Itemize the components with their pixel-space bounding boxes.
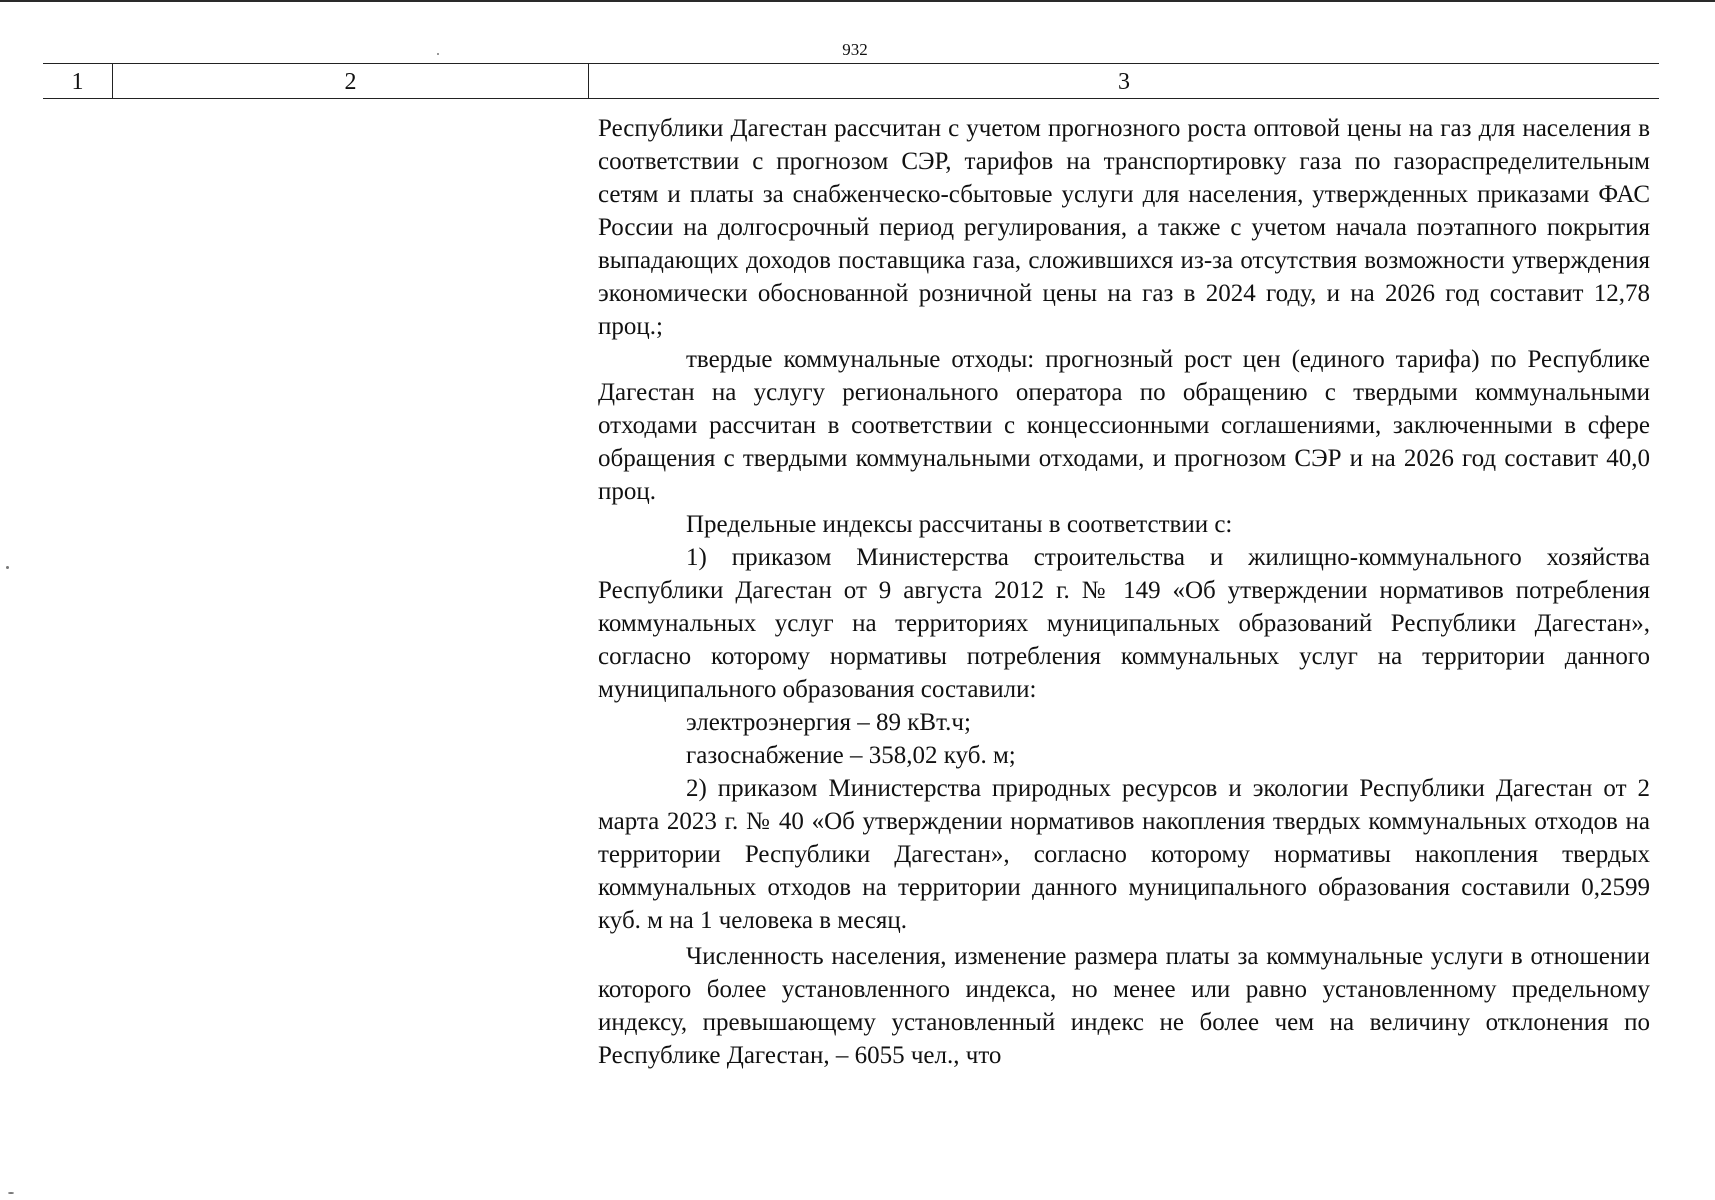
paragraph-order-construction: 1) приказом Министерства строительства и жилищно-коммунального хозяйства Республики Дагестан от 9 августа 2012 г. № 149 «Об утверждении нормативов потребления коммунальных услуг на территориях муниципальных образований Республики Дагестан», согласно которому нормативы потребления коммунальных услуг на территории данного муниципального образования составили: (598, 544, 1650, 703)
column-number-1: 1 (71, 69, 84, 95)
paragraph-indices-intro: Предельные индексы рассчитаны в соответствии с: (686, 511, 1233, 538)
page-number: 932 (842, 40, 868, 59)
paragraph-gas-norm: газоснабжение – 358,02 куб. м; (686, 742, 1016, 769)
paragraph-electricity-norm: электроэнергия – 89 кВт.ч; (686, 709, 971, 736)
paragraph-order-ecology: 2) приказом Министерства природных ресурсов и экологии Республики Дагестан от 2 марта 2023 г. № 40 «Об утверждении нормативов накопления твердых коммунальных отходов на территории Республики Дагестан», согласно которому нормативы накопления твердых коммунальных отходов на территории данного муниципального образования составили 0,2599 куб. м на 1 человека в месяц. (598, 775, 1650, 934)
document-body (598, 112, 1650, 1072)
column-number-3: 3 (1118, 69, 1130, 95)
scan-speck (437, 53, 439, 55)
table-header-row (43, 63, 1659, 99)
paragraph-gas-continuation: Республики Дагестан рассчитан с учетом прогнозного роста оптовой цены на газ для населения в соответствии с прогнозом СЭР, тарифов на транспортировку газа по газораспределительным сетям и платы за снабженческо-сбытовые услуги для населения, утвержденных приказами ФАС России на долгосрочный период регулирования, а также с учетом начала поэтапного покрытия выпадающих доходов поставщика газа, сложившихся из-за отсутствия возможности утверждения экономически обоснованной розничной цены на газ в 2024 году, и на 2026 год составит 12,78 проц.; (598, 115, 1650, 340)
scan-speck (8, 1192, 14, 1194)
scan-edge (0, 0, 1715, 2)
paragraph-population: Численность населения, изменение размера платы за коммунальные услуги в отношении которого более установленного индекса, но менее или равно установленному предельному индексу, превышающему установленный индекс не более чем на величину отклонения по Республике Дагестан, – 6055 чел., что (598, 943, 1650, 1069)
paragraph-solid-waste: твердые коммунальные отходы: прогнозный рост цен (единого тарифа) по Республике Дагестан на услугу регионального оператора по обращению с твердыми коммунальными отходами рассчитан в соответствии с концессионными соглашениями, заключенными в сфере обращения с твердыми коммунальными отходами, и прогнозом СЭР и на 2026 год составит 40,0 проц. (598, 346, 1650, 505)
column-number-2: 2 (344, 69, 357, 95)
scan-speck (6, 566, 9, 569)
